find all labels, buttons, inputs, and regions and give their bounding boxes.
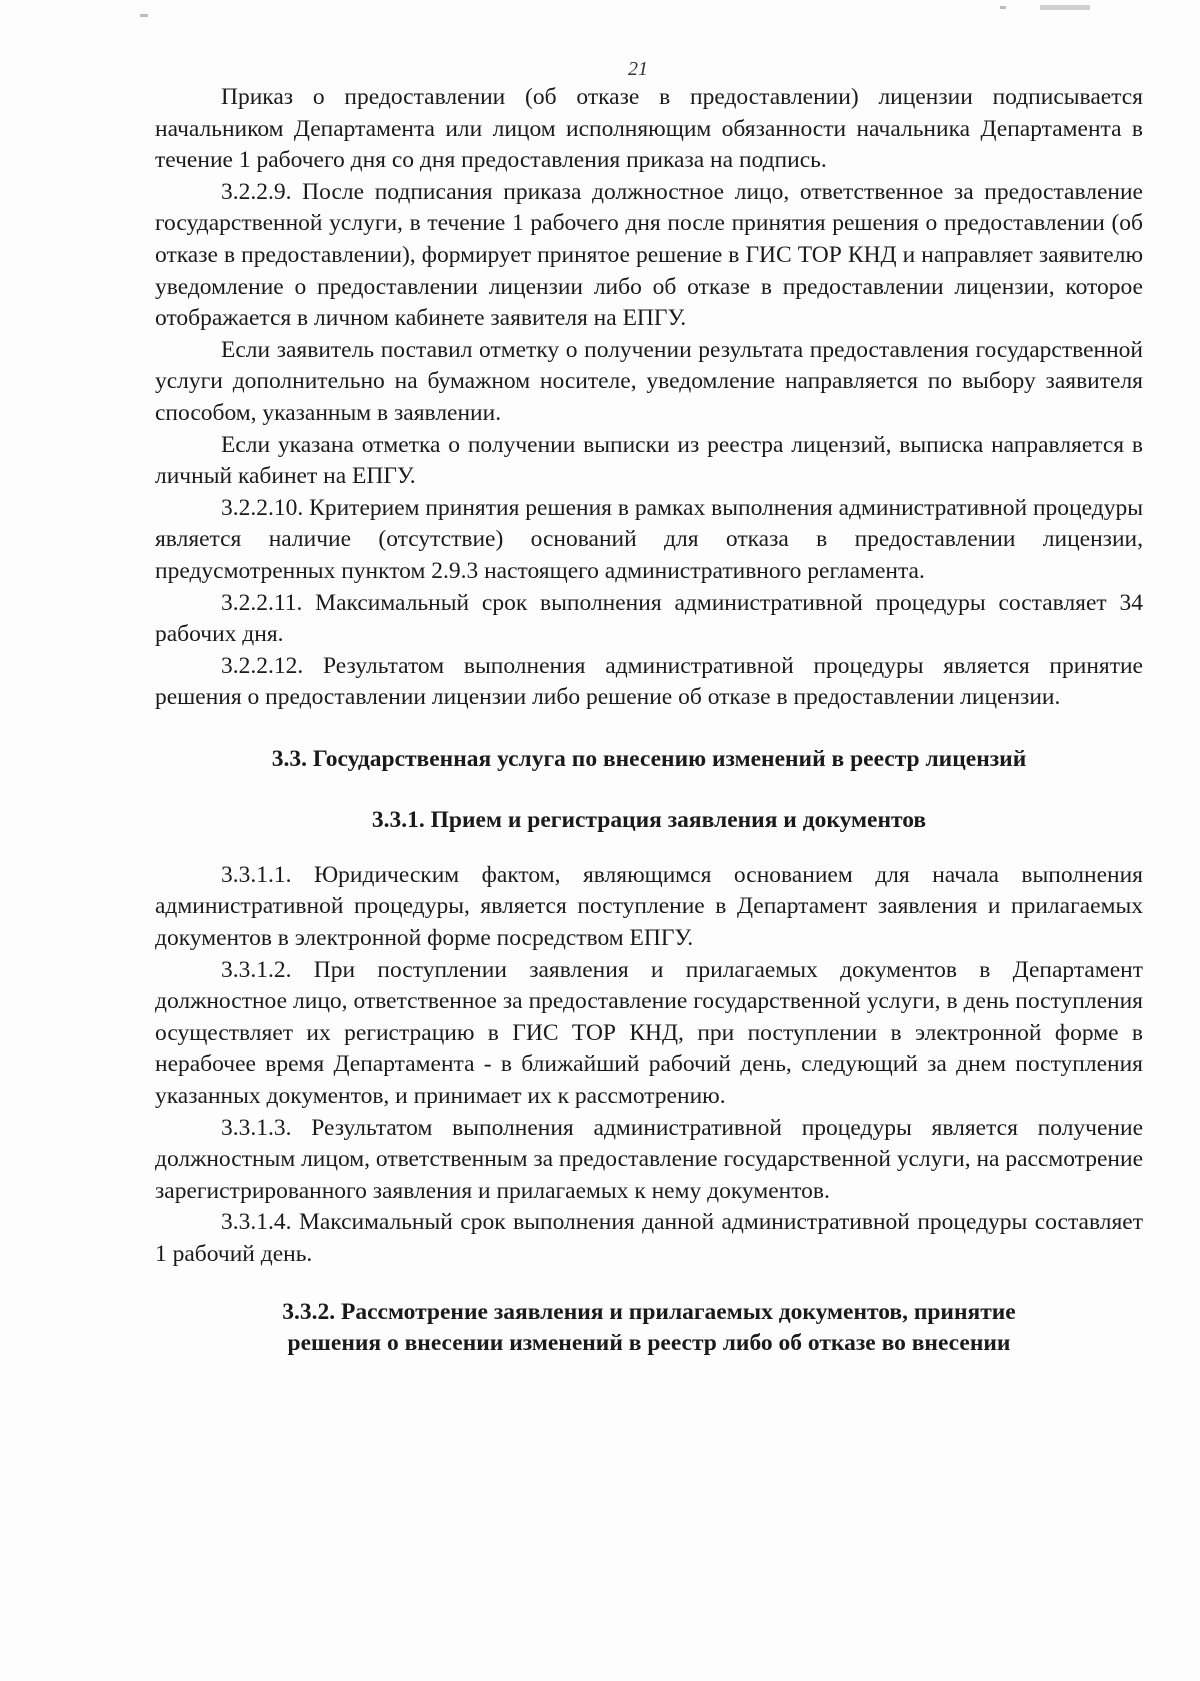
paragraph: 3.2.2.12. Результатом выполнения административной процедуры является принятие решения о предоставлении лицензии либо решение об отказе в предоставлении лицензии. [155,652,1143,711]
subsection-heading-2 [155,1297,1143,1359]
page-number: 21 [628,58,648,80]
paragraph: 3.2.2.9. После подписания приказа должностное лицо, ответственное за предоставление государственной услуги, в течение 1 рабочего дня после принятия решения о предоставлении (об отказе в предоставлении), формирует принятое решение в ГИС ТОР КНД и направляет заявителю уведомление о предоставлении лицензии либо об отказе в предоставлении лицензии, которое отображается в личном кабинете заявителя на ЕПГУ. [155,178,1143,332]
paragraph: 3.3.1.3. Результатом выполнения административной процедуры является получение должностным лицом, ответственным за предоставление государственной услуги, на рассмотрение зарегистрированного заявления и прилагаемых к нему документов. [155,1114,1143,1204]
paragraph: Если заявитель поставил отметку о получении результата предоставления государственной услуги дополнительно на бумажном носителе, уведомление направляется по выбору заявителя способом, указанным в заявлении. [155,336,1143,426]
scan-artifact [140,14,148,17]
paragraph: 3.3.1.1. Юридическим фактом, являющимся основанием для начала выполнения административной процедуры, является поступление в Департамент заявления и прилагаемых документов в электронной форме посредством ЕПГУ. [155,861,1143,952]
scan-artifact [1040,5,1090,10]
scan-artifact [1000,6,1006,9]
subsection-heading: 3.3.1. Прием и регистрация заявления и документов [371,806,927,833]
paragraph: Приказ о предоставлении (об отказе в предоставлении) лицензии подписывается начальником Департамента или лицом исполняющим обязанности начальника Департамента в течение 1 рабочего дня со дня предоставления приказа на подпись. [155,84,1143,174]
section-heading: 3.3. Государственная услуга по внесению изменений в реестр лицензий [271,745,1027,772]
subsection-heading-line: 3.3.2. Рассмотрение заявления и прилагаемых документов, принятие [282,1298,1016,1325]
document-body [155,82,1143,1359]
paragraph: 3.3.1.4. Максимальный срок выполнения данной административной процедуры составляет 1 рабочий день. [155,1209,1143,1267]
paragraph: 3.2.2.10. Критерием принятия решения в рамках выполнения административной процедуры является наличие (отсутствие) оснований для отказа в предоставлении лицензии, предусмотренных пунктом 2.9.3 настоящего административного регламента. [155,494,1143,584]
subsection-heading-line: решения о внесении изменений в реестр либо об отказе во внесении [287,1329,1011,1356]
paragraph: 3.3.1.2. При поступлении заявления и прилагаемых документов в Департамент должностное лицо, ответственное за предоставление государственной услуги, в день поступления осуществляет их регистрацию в ГИС ТОР КНД, при поступлении в электронной форме в нерабочее время Департамента - в ближайший рабочий день, следующий за днем поступления указанных документов, и принимает их к рассмотрению. [155,956,1143,1110]
paragraph: 3.2.2.11. Максимальный срок выполнения административной процедуры составляет 34 рабочих дня. [155,589,1143,648]
paragraph: Если указана отметка о получении выписки из реестра лицензий, выписка направляется в личный кабинет на ЕПГУ. [155,431,1143,490]
